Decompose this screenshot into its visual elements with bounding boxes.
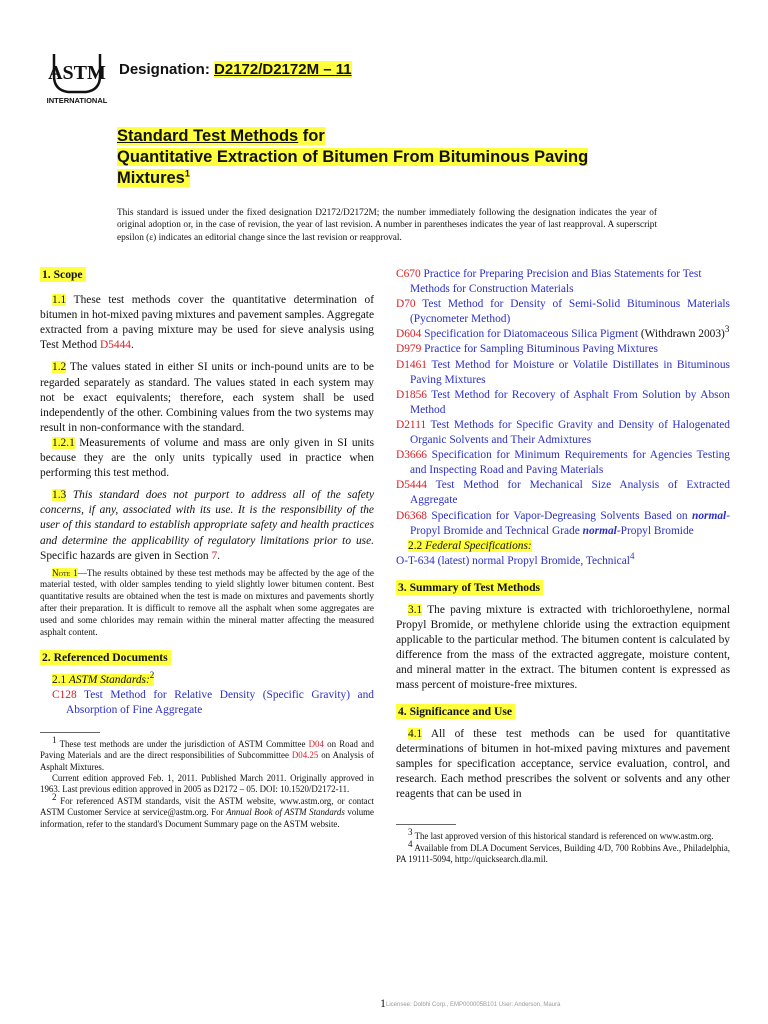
link-d70[interactable]: D70 bbox=[396, 298, 416, 311]
footnote-2: $^2$ For referenced ASTM standards, visit the ASTM website, www.astm.org, or contact ASTM Customer Service at service@astm.org. For Annual Book of ASTM Standards volume information, refer to the standard's Document Summary page on the ASTM website. bbox=[40, 791, 375, 829]
footnote-3: $^3$ The last approved version of this historical standard is referenced on www.astm.org. bbox=[408, 827, 714, 842]
paragraph-1-2: 1.2 The values stated in either SI units or inch-pound units are to be regarded separately as standard. The values stated in each system may not be exact equivalents; therefore, each system shall be used independently of the other. Combining values from the two systems may result in non-conformance with the standard. bbox=[40, 361, 374, 434]
ref-d604: D604 Specification for Diatomaceous Silica Pigment (Withdrawn 2003)$^3$ bbox=[396, 324, 730, 341]
paragraph-4-1: 4.1 All of these test methods can be used for quantitative determinations of bitumen in hot-mixed paving mixtures and pavement samples for specification acceptance, service evaluation, control, and research. Each method prescribes the solvent or solvents and any other reagents that can be used in bbox=[396, 727, 730, 800]
link-section-7[interactable]: 7 bbox=[211, 549, 218, 562]
ref-d70: D70 Test Method for Density of Semi-Solid Bituminous Materials (Pycnometer Method) bbox=[396, 298, 730, 326]
paragraph-1-3: 1.3 This standard does not purport to address all of the safety concerns, if any, associated with its use. It is the responsibility of the user of this standard to establish appropriate safety and health practices and determine the applicability of regulatory limitations prior to use. Specific hazards are given in Section 7. bbox=[40, 489, 374, 562]
link-d1856[interactable]: D1856 bbox=[396, 388, 428, 401]
footnote-4: $^4$ Available from DLA Document Services, Building 4/D, 700 Robbins Ave., Philadelphia, PA 19111-5094, http://quicksearch.dla.mil. bbox=[396, 838, 730, 864]
ref-c670: C670 Practice for Preparing Precision and Bias Statements for Test Methods for Construction Materials bbox=[396, 268, 702, 296]
link-d979[interactable]: D979 bbox=[396, 343, 422, 356]
link-c128[interactable]: C128 bbox=[52, 688, 77, 701]
section-3-heading: 3. Summary of Test Methods bbox=[396, 580, 730, 595]
section-2-heading: 2. Referenced Documents bbox=[40, 650, 374, 665]
link-d5444-ref[interactable]: D5444 bbox=[396, 479, 428, 492]
title-line3: Mixtures bbox=[117, 169, 185, 187]
subsection-2-2: 2.2 Federal Specifications: bbox=[408, 539, 532, 552]
designation-label: Designation: bbox=[119, 61, 210, 78]
footnote-rule-right bbox=[396, 824, 456, 825]
ref-d3666: D3666 Specification for Minimum Requirements for Agencies Testing and Inspecting Road and Paving Materials bbox=[396, 449, 730, 477]
title-line2: Quantitative Extraction of Bitumen From Bituminous Paving bbox=[117, 148, 589, 166]
paragraph-3-1: 3.1 The paving mixture is extracted with trichloroethylene, normal Propyl Bromide, or methylene chloride using the extraction equipment applicable to the particular method. The bitumen content is calculated by difference from the mass of the extracted aggregate, moisture content, and mineral matter in the extract. The bitumen content is expressed as mass percent of moisture-free mixtures. bbox=[396, 603, 730, 692]
left-column bbox=[40, 267, 374, 830]
link-d04[interactable]: D04 bbox=[308, 738, 324, 749]
ref-d1856: D1856 Test Method for Recovery of Asphalt From Solution by Abson Method bbox=[396, 388, 730, 416]
note-1: Note 1—The results obtained by these test methods may be affected by the age of the material tested, with older samples tending to yield slightly lower bitumen content. Best quantitative results are obtained when the test is made on mixtures and pavements shortly after their preparation. It is difficult to remove all the asphalt when some aggregates are used and some chlorides may remain within the mineral matter affecting the measured asphalt content. bbox=[40, 567, 374, 637]
designation bbox=[119, 61, 352, 78]
svg-text:ASTM: ASTM bbox=[48, 62, 106, 84]
subsection-2-1: 2.1 ASTM Standards:$^2$ bbox=[52, 669, 155, 686]
designation-code: D2172/D2172M – 11 bbox=[214, 61, 352, 78]
section-1-heading: 1. Scope bbox=[40, 267, 374, 282]
link-d5444[interactable]: D5444 bbox=[99, 339, 131, 352]
section-4-heading: 4. Significance and Use bbox=[396, 704, 730, 719]
footnote-rule bbox=[40, 732, 100, 733]
page-number: 1 bbox=[380, 996, 386, 1010]
ref-d1461: D1461 Test Method for Moisture or Volatile Distillates in Bituminous Paving Mixtures bbox=[396, 358, 730, 386]
link-d604[interactable]: D604 bbox=[396, 328, 422, 341]
ref-d2111: D2111 Test Methods for Specific Gravity and Density of Halogenated Organic Solvents and Their Admixtures bbox=[396, 418, 730, 447]
link-d2111[interactable]: D2111 bbox=[396, 418, 427, 431]
title-prefix: Standard Test Methods bbox=[117, 127, 299, 145]
paragraph-1-2-1: 1.2.1 Measurements of volume and mass are only given in SI units because they are the only units typically used in practice when performing this test method. bbox=[40, 436, 374, 480]
paragraph-1-1: 1.1 These test methods cover the quantitative determination of bitumen in hot-mixed paving mixtures and pavement samples. Aggregate extracted from a paving mixture may be used for sieve analysis using Test Method D5444. bbox=[40, 294, 374, 352]
astm-logo bbox=[44, 46, 110, 106]
ref-c128: C128 Test Method for Relative Density (Specific Gravity) and Absorption of Fine Aggregate bbox=[52, 688, 374, 716]
logo-text: INTERNATIONAL bbox=[46, 96, 108, 105]
footnote-1-edition: Current edition approved Feb. 1, 2011. Published March 2011. Originally approved in 1963. Last previous edition approved in 2005 as D2172 – 05. DOI: 10.1520/D2172-11. bbox=[40, 773, 374, 795]
link-d1461[interactable]: D1461 bbox=[396, 358, 428, 371]
ref-d6368: D6368 Specification for Vapor-Degreasing Solvents Based on normal-Propyl Bromide and Technical Grade normal-Propyl Bromide bbox=[396, 509, 730, 537]
link-d04-25[interactable]: D04.25 bbox=[291, 750, 319, 761]
license-stamp: Licensee: Dolbhi Corp., EMP000005B101 User: Anderson, Maura bbox=[386, 1002, 561, 1008]
ref-d5444: D5444 Test Method for Mechanical Size Analysis of Extracted Aggregate bbox=[396, 479, 730, 507]
link-c670[interactable]: C670 bbox=[396, 268, 421, 280]
link-d3666[interactable]: D3666 bbox=[396, 449, 428, 462]
ref-d979: D979 Practice for Sampling Bituminous Paving Mixtures bbox=[396, 343, 658, 356]
footnote-1: $^1$ These test methods are under the jurisdiction of ASTM Committee D04 on Road and Paving Materials and are the direct responsibilities of Subcommittee D04.25 on Analysis of Asphalt Mixtures. bbox=[40, 734, 374, 772]
link-d6368[interactable]: D6368 bbox=[396, 509, 428, 522]
right-column bbox=[396, 267, 730, 865]
document-title: Standard Test Methods for Quantitative Extraction of Bitumen From Bituminous Paving Mixtures$^1$ bbox=[117, 127, 589, 187]
ref-fed-ot634[interactable]: O-T-634 (latest) normal Propyl Bromide, Technical$^4$ bbox=[396, 550, 635, 567]
intro-paragraph: This standard is issued under the fixed designation D2172/D2172M; the number immediately following the designation indicates the year of original adoption or, in the case of revision, the year of last revision. A number in parentheses indicates the year of last reapproval. A superscript epsilon (ε) indicates an editorial change since the last revision or reapproval. bbox=[117, 208, 657, 243]
